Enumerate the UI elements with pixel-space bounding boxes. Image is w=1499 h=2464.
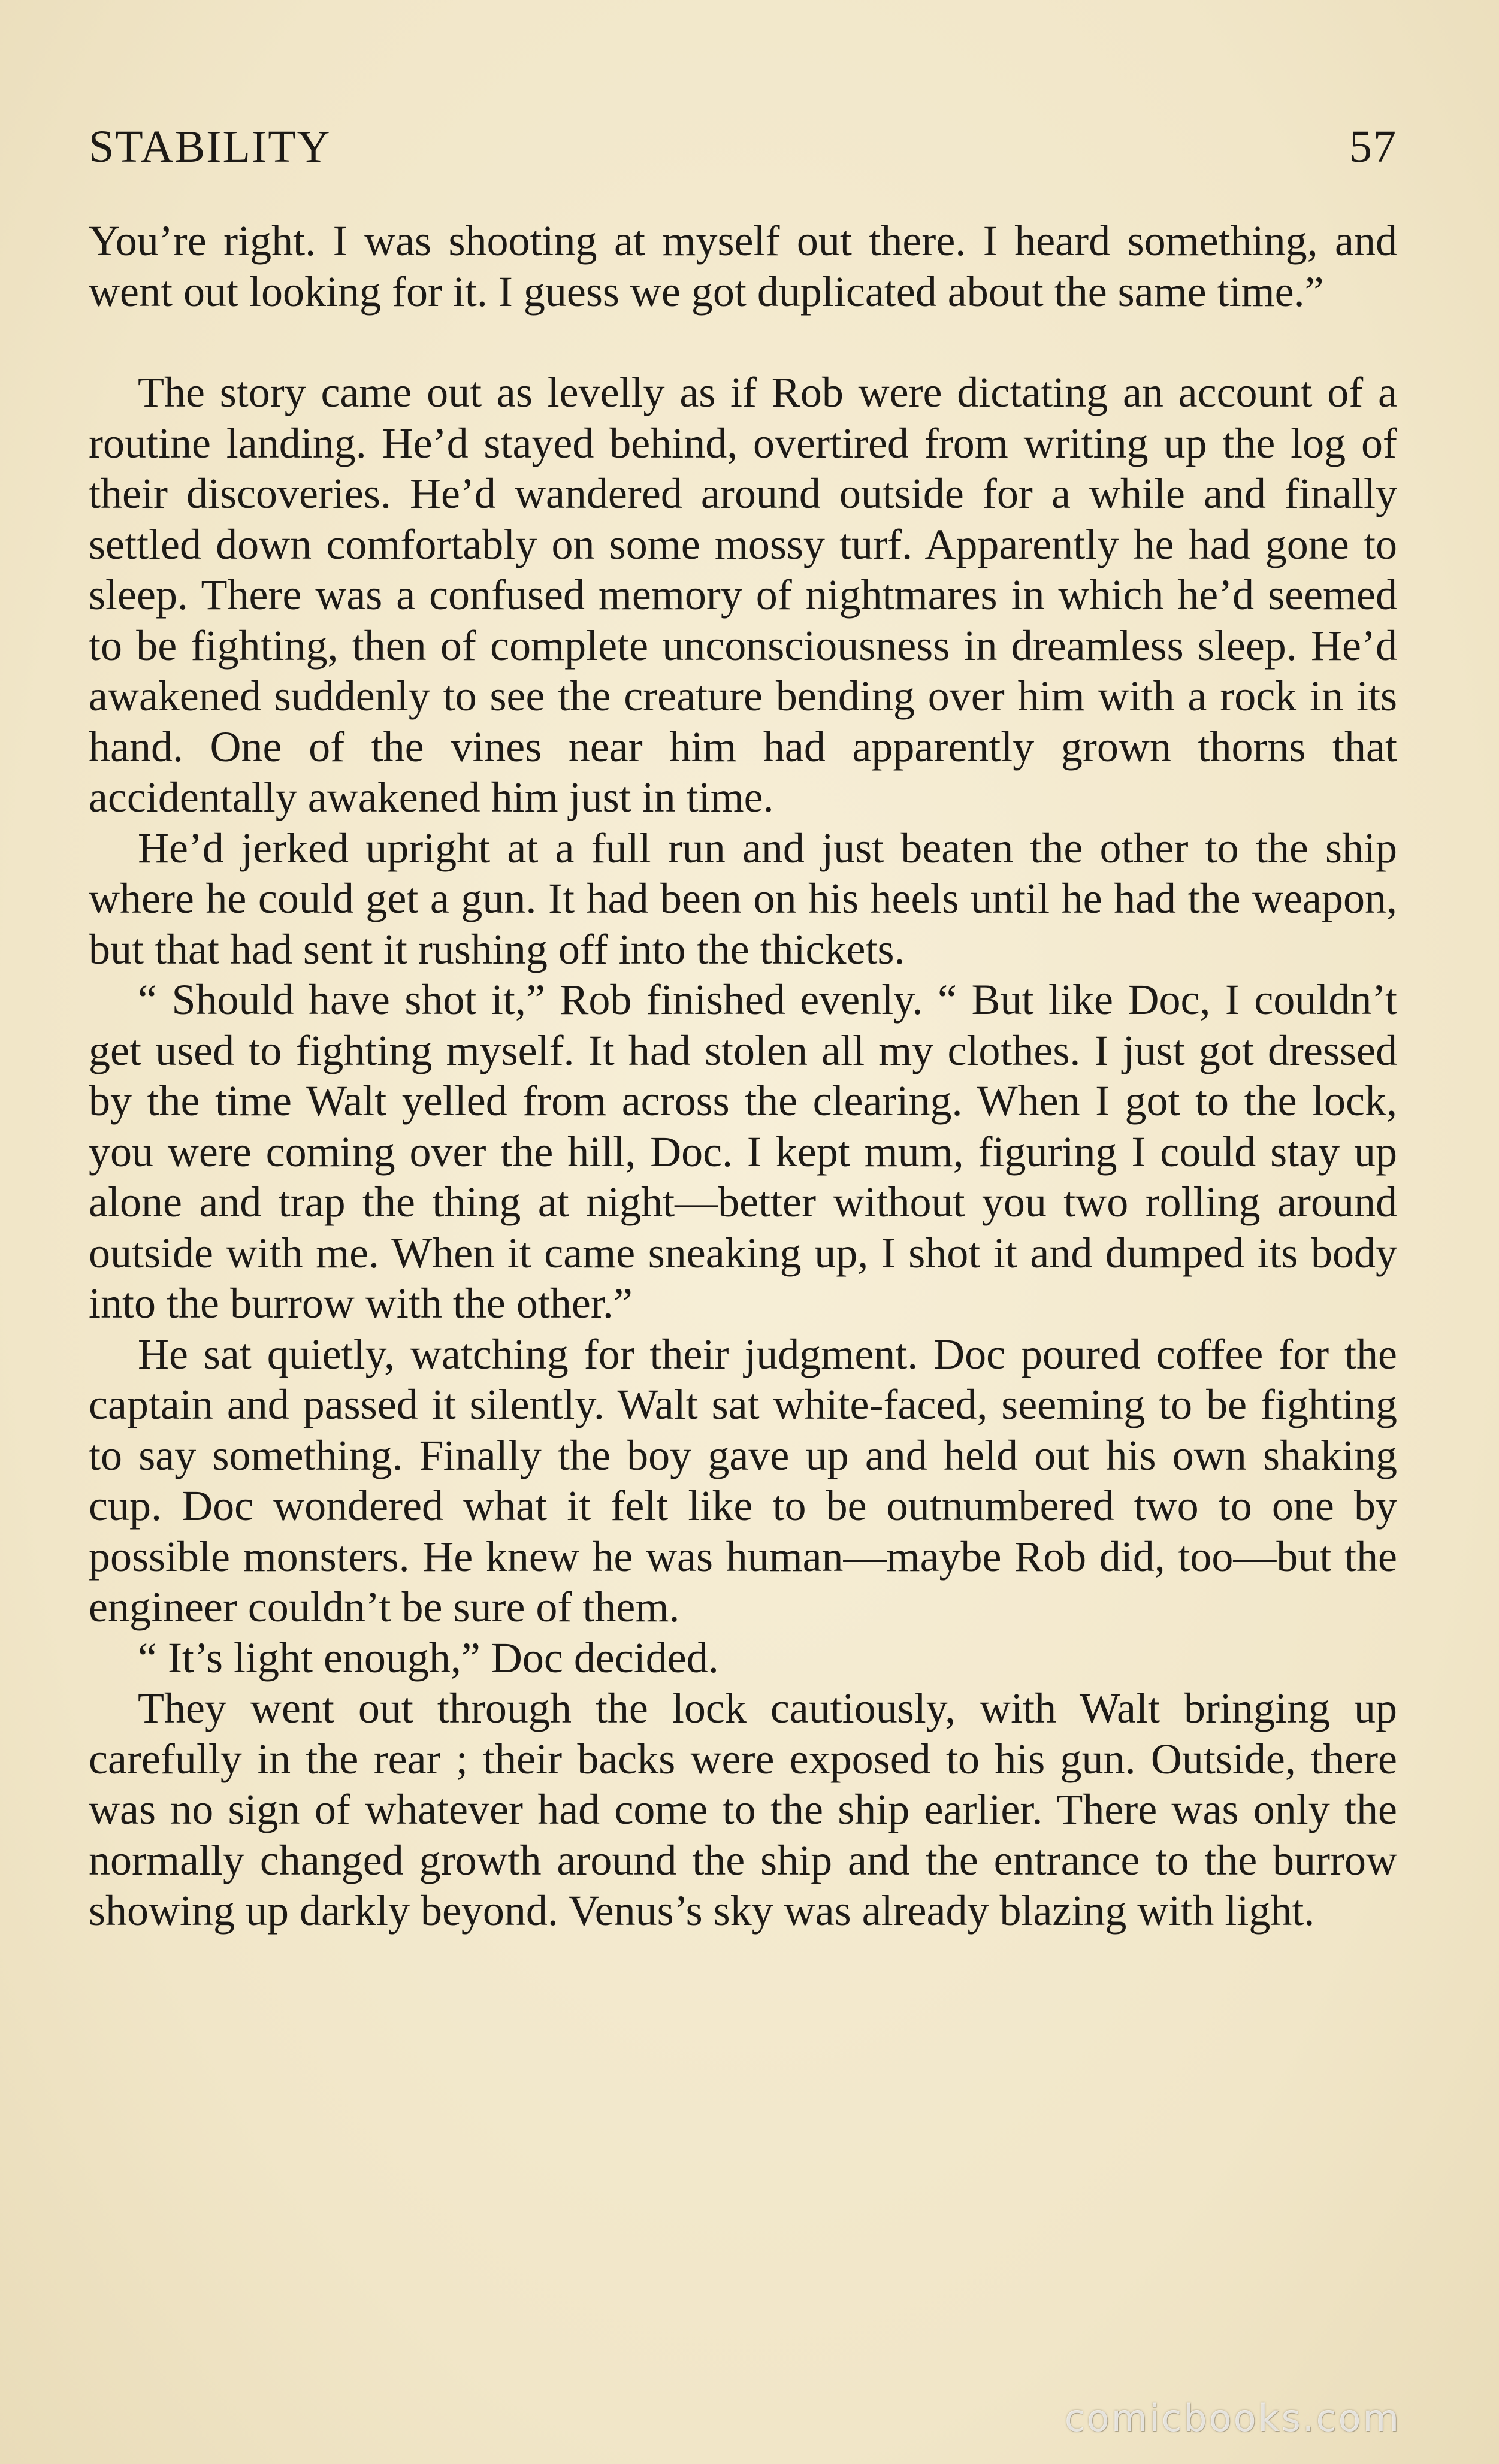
paragraph-4: “ Should have shot it,” Rob finished evenly. “ But like Doc, I couldn’t get used to fighting myself. It had stolen all my clothes. I just got dressed by the time Walt yelled from across the clearing. When I got to the lock, you were coming over the hill, Doc. I kept mum, figuring I could stay up alone and trap the thing at night—better without you two rolling around outside with me. When it came sneaking up, I shot it and dumped its body into the burrow with the other.” [89,976,1397,1327]
paragraph-3: He’d jerked upright at a full run and just beaten the other to the ship where he could get a gun. It had been on his heels until he had the weapon, but that had sent it rushing off into the thickets. [89,824,1397,973]
paragraph-6: “ It’s light enough,” Doc decided. [138,1633,719,1682]
running-title: STABILITY [89,122,331,172]
paragraph-2: The story came out as levelly as if Rob were dictating an account of a routine landing. He’d stayed behind, overtired from writing up the log of their discoveries. He’d wandered around outside for a while and finally settled down comfortably on some mossy turf. Apparently he had gone to sleep. There was a confused memory of nightmares in which he’d seemed to be fighting, then of complete unconsciousness in dreamless sleep. He’d awakened suddenly to see the creature bending over him with a rock in its hand. One of the vines near him had apparently grown thorns that accidentally awakened him just in time. [89,368,1397,821]
body-text [89,216,1397,1936]
paragraph-7: They went out through the lock cautiously, with Walt bringing up carefully in the rear ; their backs were exposed to his gun. Outside, there was no sign of whatever had come to the ship earlier. There was only the normally changed growth around the ship and the entrance to the burrow showing up darkly beyond. Venus’s sky was already blazing with light. [89,1684,1397,1935]
paragraph-1: You’re right. I was shooting at myself out there. I heard something, and went out looking for it. I guess we got duplicated about the same time.” [89,217,1397,316]
running-head [89,114,1397,180]
paragraph-5: He sat quietly, watching for their judgment. Doc poured coffee for the captain and passed it silently. Walt sat white-faced, seeming to be fighting to say something. Finally the boy gave up and held out his own shaking cup. Doc wondered what it felt like to be outnumbered two to one by possible monsters. He knew he was human—maybe Rob did, too—but the engineer couldn’t be sure of them. [89,1330,1397,1631]
page-number: 57 [1349,122,1397,172]
watermark: comicbooks.com [1064,2396,1401,2440]
